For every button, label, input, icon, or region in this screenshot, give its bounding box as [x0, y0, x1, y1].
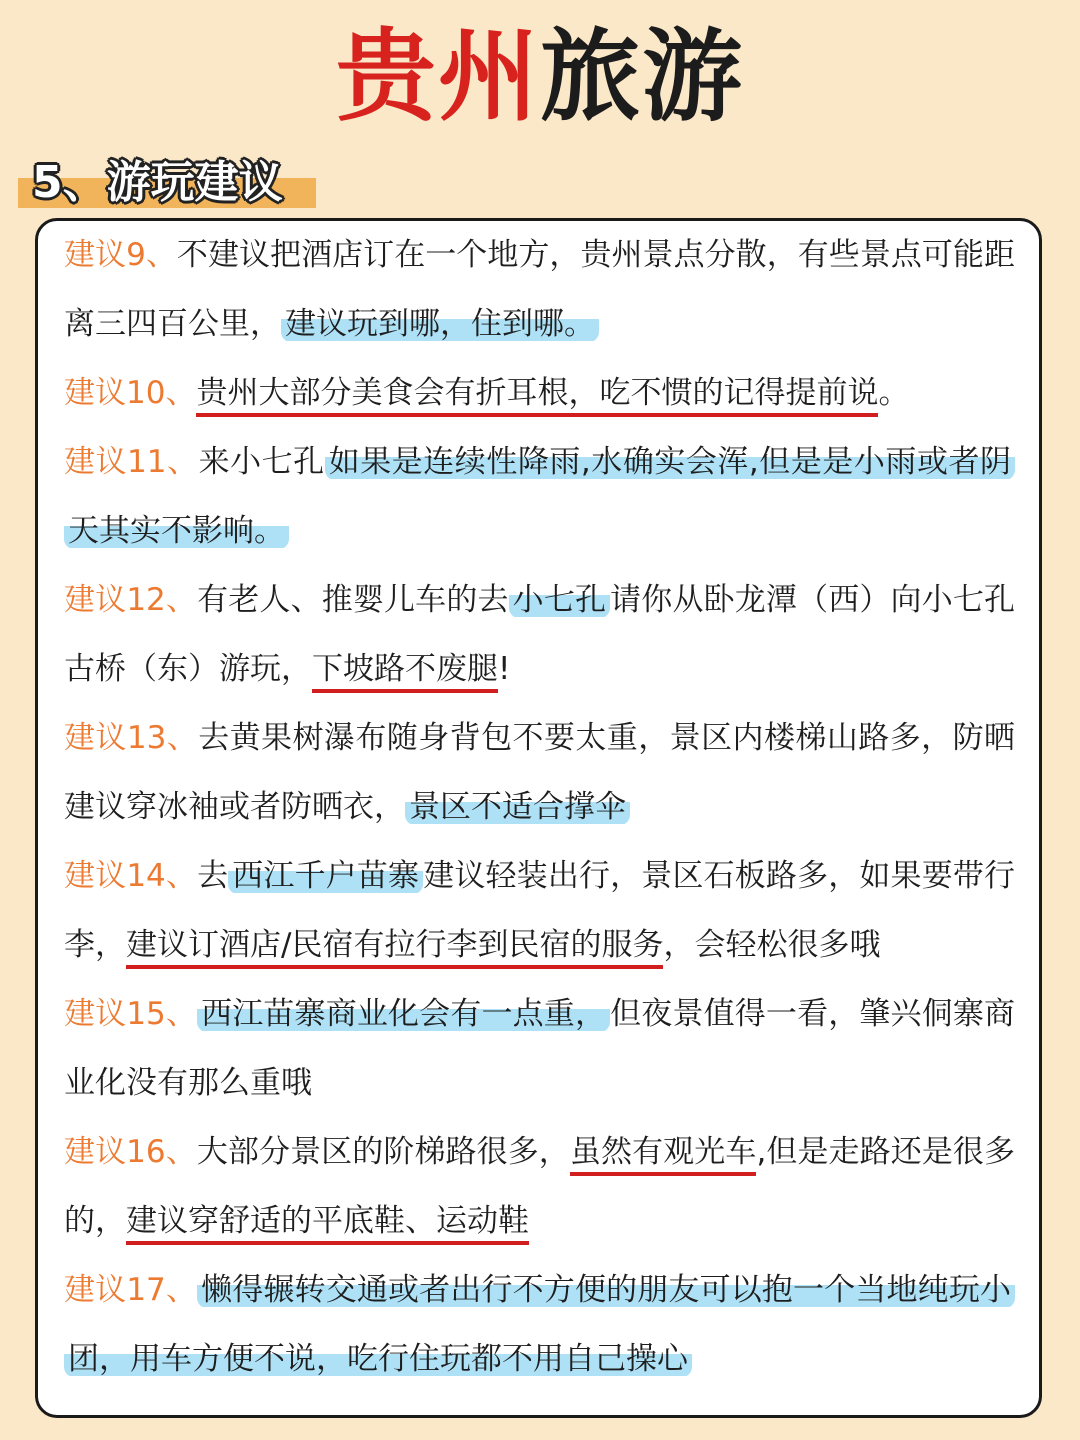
- tip-label: 建议15、: [64, 996, 198, 1032]
- tip-highlight-text: 小七孔: [509, 582, 610, 618]
- tip-label: 建议17、: [64, 1272, 198, 1308]
- title-part-dark: 旅游: [540, 18, 744, 135]
- tip-text: 但夜景值得一看，肇兴侗寨商业化没有那么重哦: [64, 996, 1016, 1101]
- tip-underline-text: 下坡路不废腿: [312, 651, 498, 693]
- tip-text: 来小七孔: [198, 444, 325, 480]
- tip-text: !: [498, 651, 511, 687]
- tip-text: 不建议把酒店订在一个地方，贵州景点分散，有些景点可能距离三四百公里，: [64, 237, 1016, 342]
- tip-text: 大部分景区的阶梯路很多，: [196, 1134, 570, 1170]
- tip-label: 建议10、: [64, 375, 197, 411]
- tip-item: [64, 704, 1015, 842]
- tip-highlight-text: 如果是连续性降雨,水确实会浑,但是是小雨或者阴天其实不影响。: [64, 444, 1015, 549]
- tip-item: [64, 566, 1015, 704]
- tip-text: 有老人、推婴儿车的去: [197, 582, 509, 618]
- tip-item: [64, 221, 1015, 359]
- tip-label: 建议11、: [64, 444, 199, 480]
- tip-highlight-text: 西江千户苗寨: [228, 858, 423, 894]
- tip-text: ，会轻松很多哦: [663, 927, 881, 963]
- tip-label: 建议9、: [64, 237, 177, 273]
- tip-label: 建议14、: [64, 858, 198, 894]
- tip-underline-text: 贵州大部分美食会有折耳根，吃不惯的记得提前说: [196, 375, 878, 417]
- tip-underline-text: 建议穿舒适的平底鞋、运动鞋: [126, 1203, 529, 1245]
- tip-label: 建议13、: [64, 720, 199, 756]
- tip-text: 去: [197, 858, 229, 894]
- tip-item: [64, 980, 1015, 1118]
- tip-item: [64, 1256, 1015, 1394]
- tips-card: [35, 218, 1042, 1418]
- tip-item: [64, 428, 1015, 566]
- tip-text: 去黄果树瀑布随身背包不要太重，景区内楼梯山路多，防晒建议穿冰袖或者防晒衣，: [64, 720, 1016, 825]
- tip-text: 请你从卧龙潭（西）向小七孔古桥（东）游玩，: [64, 582, 1016, 687]
- tip-highlight-text: 景区不适合撑伞: [405, 789, 630, 825]
- tip-highlight-text: 建议玩到哪，住到哪。: [281, 306, 599, 342]
- title-part-red: 贵州: [336, 18, 540, 135]
- tip-label: 建议12、: [64, 582, 198, 618]
- tip-underline-text: 建议订酒店/民宿有拉行李到民宿的服务: [126, 927, 663, 969]
- tip-item: [64, 842, 1015, 980]
- tip-highlight-text: 西江苗寨商业化会有一点重，: [197, 996, 610, 1032]
- tip-text: 建议轻装出行，景区石板路多，如果要带行李，: [64, 858, 1016, 963]
- section-heading-text: 5、游玩建议: [32, 157, 283, 208]
- tip-text: ,但是走路还是很多的，: [64, 1134, 1016, 1239]
- tip-text: 。: [878, 375, 910, 411]
- tip-label: 建议16、: [64, 1134, 197, 1170]
- tip-underline-text: 虽然有观光车: [570, 1134, 757, 1176]
- tip-highlight-text: 懒得辗转交通或者出行不方便的朋友可以抱一个当地纯玩小团，用车方便不说，吃行住玩都不用自己操心: [64, 1272, 1015, 1377]
- tip-item: [64, 1118, 1015, 1256]
- tip-item: [64, 359, 1015, 428]
- page-title: [0, 12, 1080, 142]
